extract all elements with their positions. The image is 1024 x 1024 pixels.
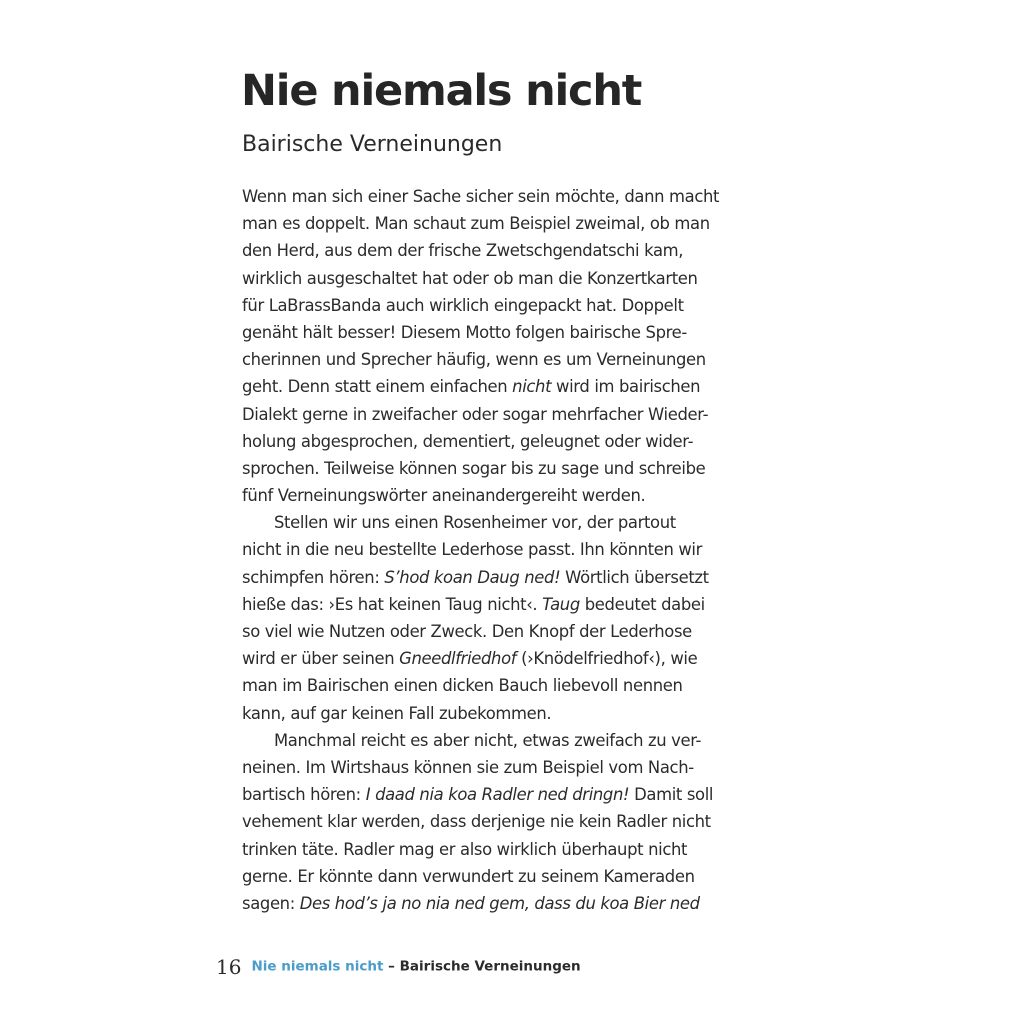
text-segment: schimpfen hören: xyxy=(242,567,385,587)
italic-text: nicht xyxy=(512,377,552,397)
text-line xyxy=(242,645,782,672)
body-text xyxy=(242,183,782,917)
text-segment: nicht in die neu bestellte Lederhose passt. Ihn könnten wir xyxy=(242,540,703,560)
text-segment: genäht hält besser! Diesem Motto folgen bairische Spre- xyxy=(242,322,687,342)
text-segment: cherinnen und Sprecher häufig, wenn es um Verneinungen xyxy=(242,350,706,370)
text-segment: gerne. Er könnte dann verwundert zu seinem Kameraden xyxy=(242,866,695,886)
text-line xyxy=(242,890,782,917)
text-line xyxy=(242,265,782,292)
text-segment: man es doppelt. Man schaut zum Beispiel zweimal, ob man xyxy=(242,214,710,234)
text-segment: Damit soll xyxy=(629,785,714,805)
text-line xyxy=(242,346,782,373)
text-segment: geht. Denn statt einem einfachen xyxy=(242,377,513,397)
text-line xyxy=(242,536,782,563)
text-segment: fünf Verneinungswörter aneinandergereiht werden. xyxy=(242,486,646,506)
text-segment: wird er über seinen xyxy=(242,649,400,669)
text-line xyxy=(242,455,782,482)
footer-chapter-title: Nie niemals nicht xyxy=(251,958,384,975)
text-segment: trinken täte. Radler mag er also wirklich überhaupt nicht xyxy=(242,839,688,859)
text-line xyxy=(242,808,782,835)
text-segment: Dialekt gerne in zweifacher oder sogar mehrfacher Wieder- xyxy=(242,404,709,424)
text-segment: bartisch hören: xyxy=(242,785,366,805)
text-segment: sprochen. Teilweise können sogar bis zu sage und schreibe xyxy=(242,458,706,478)
text-line xyxy=(242,836,782,863)
text-segment: hieße das: ›Es hat keinen Taug nicht‹. xyxy=(242,594,543,614)
text-segment: Manchmal reicht es aber nicht, etwas zweifach zu ver- xyxy=(274,730,702,750)
text-line xyxy=(242,672,782,699)
text-line xyxy=(242,727,782,754)
text-line xyxy=(242,183,782,210)
page-number: 16 xyxy=(216,954,242,979)
text-line xyxy=(242,863,782,890)
text-line xyxy=(242,237,782,264)
text-segment: wirklich ausgeschaltet hat oder ob man die Konzertkarten xyxy=(242,268,698,288)
page-subtitle: Bairische Verneinungen xyxy=(242,132,503,157)
text-line xyxy=(242,564,782,591)
text-segment: kann, auf gar keinen Fall zubekommen. xyxy=(242,703,552,723)
page-title: Nie niemals nicht xyxy=(241,66,642,116)
text-line xyxy=(242,428,782,455)
text-segment: vehement klar werden, dass derjenige nie kein Radler nicht xyxy=(242,812,711,832)
text-segment: Stellen wir uns einen Rosenheimer vor, der partout xyxy=(274,513,676,533)
italic-text: Gneedlfriedhof xyxy=(399,649,517,669)
text-segment: für LaBrassBanda auch wirklich eingepackt hat. Doppelt xyxy=(242,295,684,315)
text-segment: holung abgesprochen, dementiert, geleugnet oder wider- xyxy=(242,431,694,451)
text-segment: man im Bairischen einen dicken Bauch liebevoll nennen xyxy=(242,676,683,696)
text-line xyxy=(242,373,782,400)
italic-text: Des hod’s ja no nia ned gem, dass du koa Bier ned xyxy=(299,893,700,913)
text-segment: neinen. Im Wirtshaus können sie zum Beispiel vom Nach- xyxy=(242,757,694,777)
text-line xyxy=(242,591,782,618)
text-segment: so viel wie Nutzen oder Zweck. Den Knopf der Lederhose xyxy=(242,622,692,641)
text-line xyxy=(242,618,782,645)
text-segment: Wenn man sich einer Sache sicher sein möchte, dann macht xyxy=(242,187,720,206)
text-line xyxy=(242,319,782,346)
text-line xyxy=(242,781,782,808)
text-line xyxy=(242,754,782,781)
italic-text: Taug xyxy=(542,594,580,614)
text-segment: bedeutet dabei xyxy=(579,594,705,614)
text-segment: sagen: xyxy=(242,893,300,913)
page-footer xyxy=(216,953,581,979)
footer-section-title: Bairische Verneinungen xyxy=(399,958,581,975)
text-segment: Wörtlich übersetzt xyxy=(560,567,709,587)
text-segment: (›Knödelfriedhof‹), wie xyxy=(516,649,698,669)
text-segment: wird im bairischen xyxy=(551,377,701,397)
text-line xyxy=(242,482,782,509)
text-line xyxy=(242,700,782,727)
text-line xyxy=(242,401,782,428)
text-line xyxy=(242,292,782,319)
italic-text: I daad nia koa Radler ned dringn! xyxy=(365,785,630,805)
text-line xyxy=(242,509,782,536)
footer-separator: – xyxy=(383,958,400,975)
text-segment: den Herd, aus dem der frische Zwetschgendatschi kam, xyxy=(242,241,684,261)
text-line xyxy=(242,210,782,237)
italic-text: S’hod koan Daug ned! xyxy=(384,567,561,587)
